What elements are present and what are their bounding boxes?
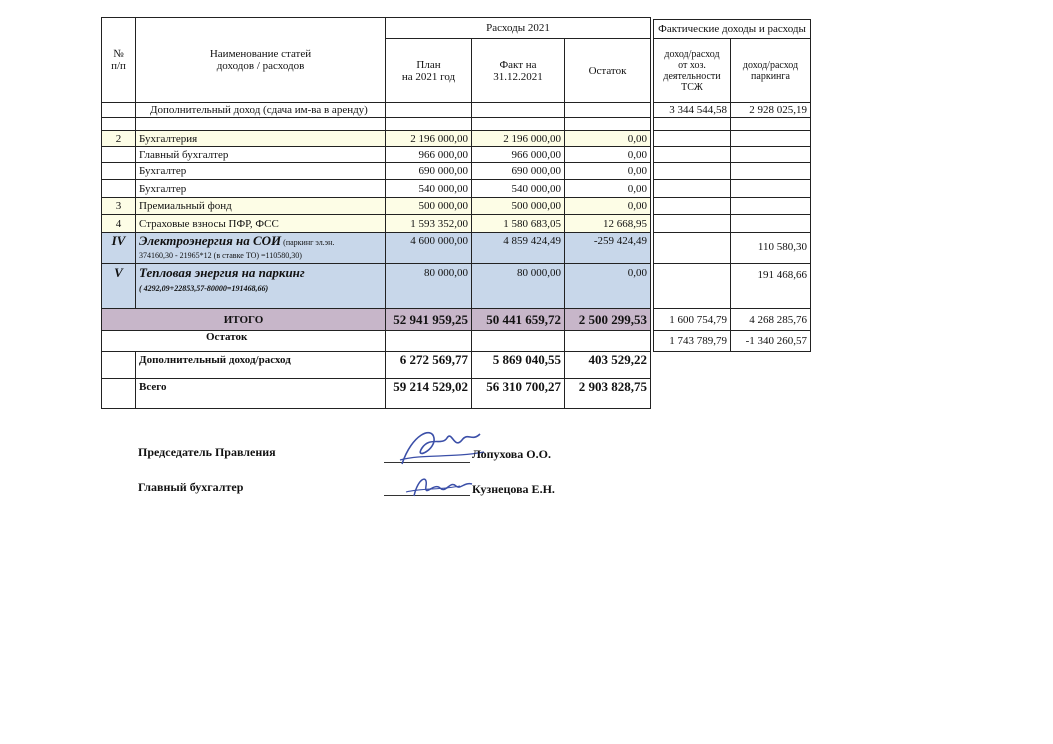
ostatok-label: Остаток <box>102 331 386 352</box>
table-row <box>102 309 651 331</box>
header-num: № п/п <box>102 18 136 103</box>
total-rest: 2 500 299,53 <box>565 309 651 331</box>
row-plan: 690 000,00 <box>386 163 472 180</box>
row-num: 2 <box>102 131 136 147</box>
expenses-table <box>101 17 651 409</box>
table-row <box>654 331 811 352</box>
row-name: Бухгалтер <box>136 163 386 180</box>
row-rest: 403 529,22 <box>565 352 651 379</box>
table-row <box>102 233 651 264</box>
row-fact: 500 000,00 <box>472 198 565 215</box>
row-rest: 0,00 <box>565 180 651 198</box>
row-fact: 2 196 000,00 <box>472 131 565 147</box>
table-row <box>102 103 651 118</box>
row-note: ( 4292,09+22853,57-80000=191468,66) <box>139 284 269 293</box>
row-fact: 4 859 424,49 <box>472 233 565 264</box>
row-name: Бухгалтерия <box>136 131 386 147</box>
row-name: Премиальный фонд <box>136 198 386 215</box>
table-row <box>102 352 651 379</box>
total-plan: 52 941 959,25 <box>386 309 472 331</box>
table-row <box>654 103 811 118</box>
row-name: Тепловая энергия на паркинг <box>139 265 305 280</box>
table-row <box>102 198 651 215</box>
side-header-col1: доход/расход от хоз. деятельности ТСЖ <box>654 39 731 103</box>
row-rest: -259 424,49 <box>565 233 651 264</box>
accountant-name: Кузнецова Е.Н. <box>472 482 555 496</box>
row-fact: 966 000,00 <box>472 147 565 163</box>
row-name: Главный бухгалтер <box>136 147 386 163</box>
table-row <box>654 264 811 309</box>
row-plan: 966 000,00 <box>386 147 472 163</box>
accountant-signature-icon <box>400 470 480 506</box>
side-header-group: Фактические доходы и расходы <box>654 20 811 39</box>
total-fact: 50 441 659,72 <box>472 309 565 331</box>
chair-title: Председатель Правления <box>138 445 276 459</box>
table-row <box>102 147 651 163</box>
row-note: (паркинг эл.эн. <box>281 238 335 247</box>
total-label: ИТОГО <box>102 309 386 331</box>
row-plan: 59 214 529,02 <box>386 379 472 409</box>
accountant-title: Главный бухгалтер <box>138 480 244 494</box>
row-name: Бухгалтер <box>136 180 386 198</box>
row-name: Всего <box>136 379 386 409</box>
table-row <box>654 309 811 331</box>
row-name: Дополнительный доход/расход <box>136 352 386 379</box>
table-row <box>102 163 651 180</box>
row-name: Электроэнергия на СОИ <box>139 233 282 248</box>
table-row <box>102 379 651 409</box>
row-note-2: 374160,30 - 21965*12 (в ставке ТО) =110580,30) <box>139 251 302 260</box>
table-row <box>102 131 651 147</box>
row-rest: 0,00 <box>565 198 651 215</box>
chair-name: Лопухова О.О. <box>472 447 551 461</box>
row-fact: 1 580 683,05 <box>472 215 565 233</box>
row-rest: 0,00 <box>565 147 651 163</box>
header-rest: Остаток <box>565 39 651 103</box>
side-total-c1: 1 600 754,79 <box>654 309 731 331</box>
row-plan: 2 196 000,00 <box>386 131 472 147</box>
table-row <box>102 264 651 309</box>
table-row <box>102 180 651 198</box>
row-name: Дополнительный доход (сдача им-ва в аренду) <box>136 103 386 118</box>
header-expenses-2021: Расходы 2021 <box>386 18 651 39</box>
header-name: Наименование статей доходов / расходов <box>136 18 386 103</box>
header-plan: План на 2021 год <box>386 39 472 103</box>
row-name: Страховые взносы ПФР, ФСС <box>136 215 386 233</box>
side-heat-c2: 191 468,66 <box>731 264 811 309</box>
row-plan: 1 593 352,00 <box>386 215 472 233</box>
row-rest: 2 903 828,75 <box>565 379 651 409</box>
row-rest: 0,00 <box>565 163 651 180</box>
row-num: V <box>102 264 136 309</box>
row-fact: 5 869 040,55 <box>472 352 565 379</box>
row-plan: 4 600 000,00 <box>386 233 472 264</box>
actual-income-table <box>653 19 811 352</box>
header-fact: Факт на 31.12.2021 <box>472 39 565 103</box>
table-row <box>654 233 811 264</box>
row-fact: 540 000,00 <box>472 180 565 198</box>
side-ostatok-c2: -1 340 260,57 <box>731 331 811 352</box>
side-header-col2: доход/расход паркинга <box>731 39 811 103</box>
side-ostatok-c1: 1 743 789,79 <box>654 331 731 352</box>
row-rest: 0,00 <box>565 131 651 147</box>
side-dop-c1: 3 344 544,58 <box>654 103 731 118</box>
row-fact: 56 310 700,27 <box>472 379 565 409</box>
side-total-c2: 4 268 285,76 <box>731 309 811 331</box>
row-num: IV <box>102 233 136 264</box>
table-row <box>102 215 651 233</box>
row-num: 3 <box>102 198 136 215</box>
row-rest: 12 668,95 <box>565 215 651 233</box>
table-row <box>102 118 651 131</box>
side-elec-c2: 110 580,30 <box>731 233 811 264</box>
row-fact: 80 000,00 <box>472 264 565 309</box>
row-plan: 540 000,00 <box>386 180 472 198</box>
row-rest: 0,00 <box>565 264 651 309</box>
row-num: 4 <box>102 215 136 233</box>
side-dop-c2: 2 928 025,19 <box>731 103 811 118</box>
row-plan: 6 272 569,77 <box>386 352 472 379</box>
row-plan: 80 000,00 <box>386 264 472 309</box>
table-row <box>102 331 651 352</box>
row-fact: 690 000,00 <box>472 163 565 180</box>
row-plan: 500 000,00 <box>386 198 472 215</box>
